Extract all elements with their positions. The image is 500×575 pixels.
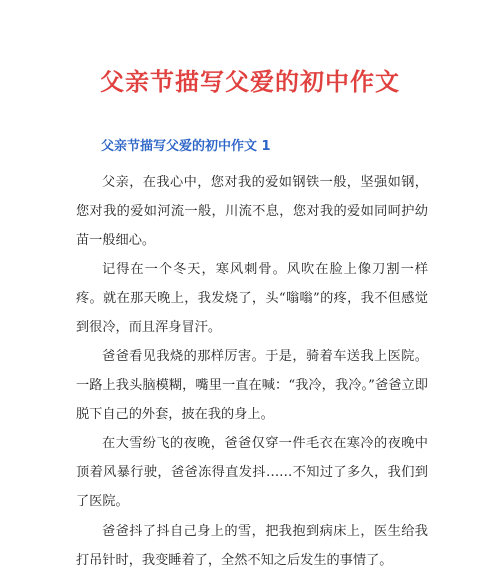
section-heading: 父亲节描写父爱的初中作文 1 [101, 139, 271, 154]
paragraph: 父亲，在我心中，您对我的爱如钢铁一般，坚强如钢，您对我的爱如河流一般，川流不息，您对我的爱如同呵护幼苗一般细心。 [76, 175, 428, 248]
paragraph: 爸爸抖了抖自己身上的雪，把我抱到病床上，医生给我打吊针时，我变睡着了，全然不知之后发生的事情了。 [76, 524, 428, 568]
document-title: 父亲节描写父爱的初中作文 [100, 68, 400, 96]
paragraph: 爸爸看见我烧的那样厉害。于是，骑着车送我上医院。一路上我头脑模糊，嘴里一直在喊：“我冷，我冷。”爸爸立即脱下自己的外套，披在我的身上。 [76, 349, 428, 422]
paragraph: 记得在一个冬天，寒风刺骨。风吹在脸上像刀割一样疼。就在那天晚上，我发烧了，头“嗡嗡”的疼，我不但感觉到很冷，而且浑身冒汗。 [76, 262, 428, 335]
paragraph: 在大雪纷飞的夜晚，爸爸仅穿一件毛衣在寒冷的夜晚中顶着风暴行驶，爸爸冻得直发抖……不知过了多久，我们到了医院。 [76, 436, 428, 509]
